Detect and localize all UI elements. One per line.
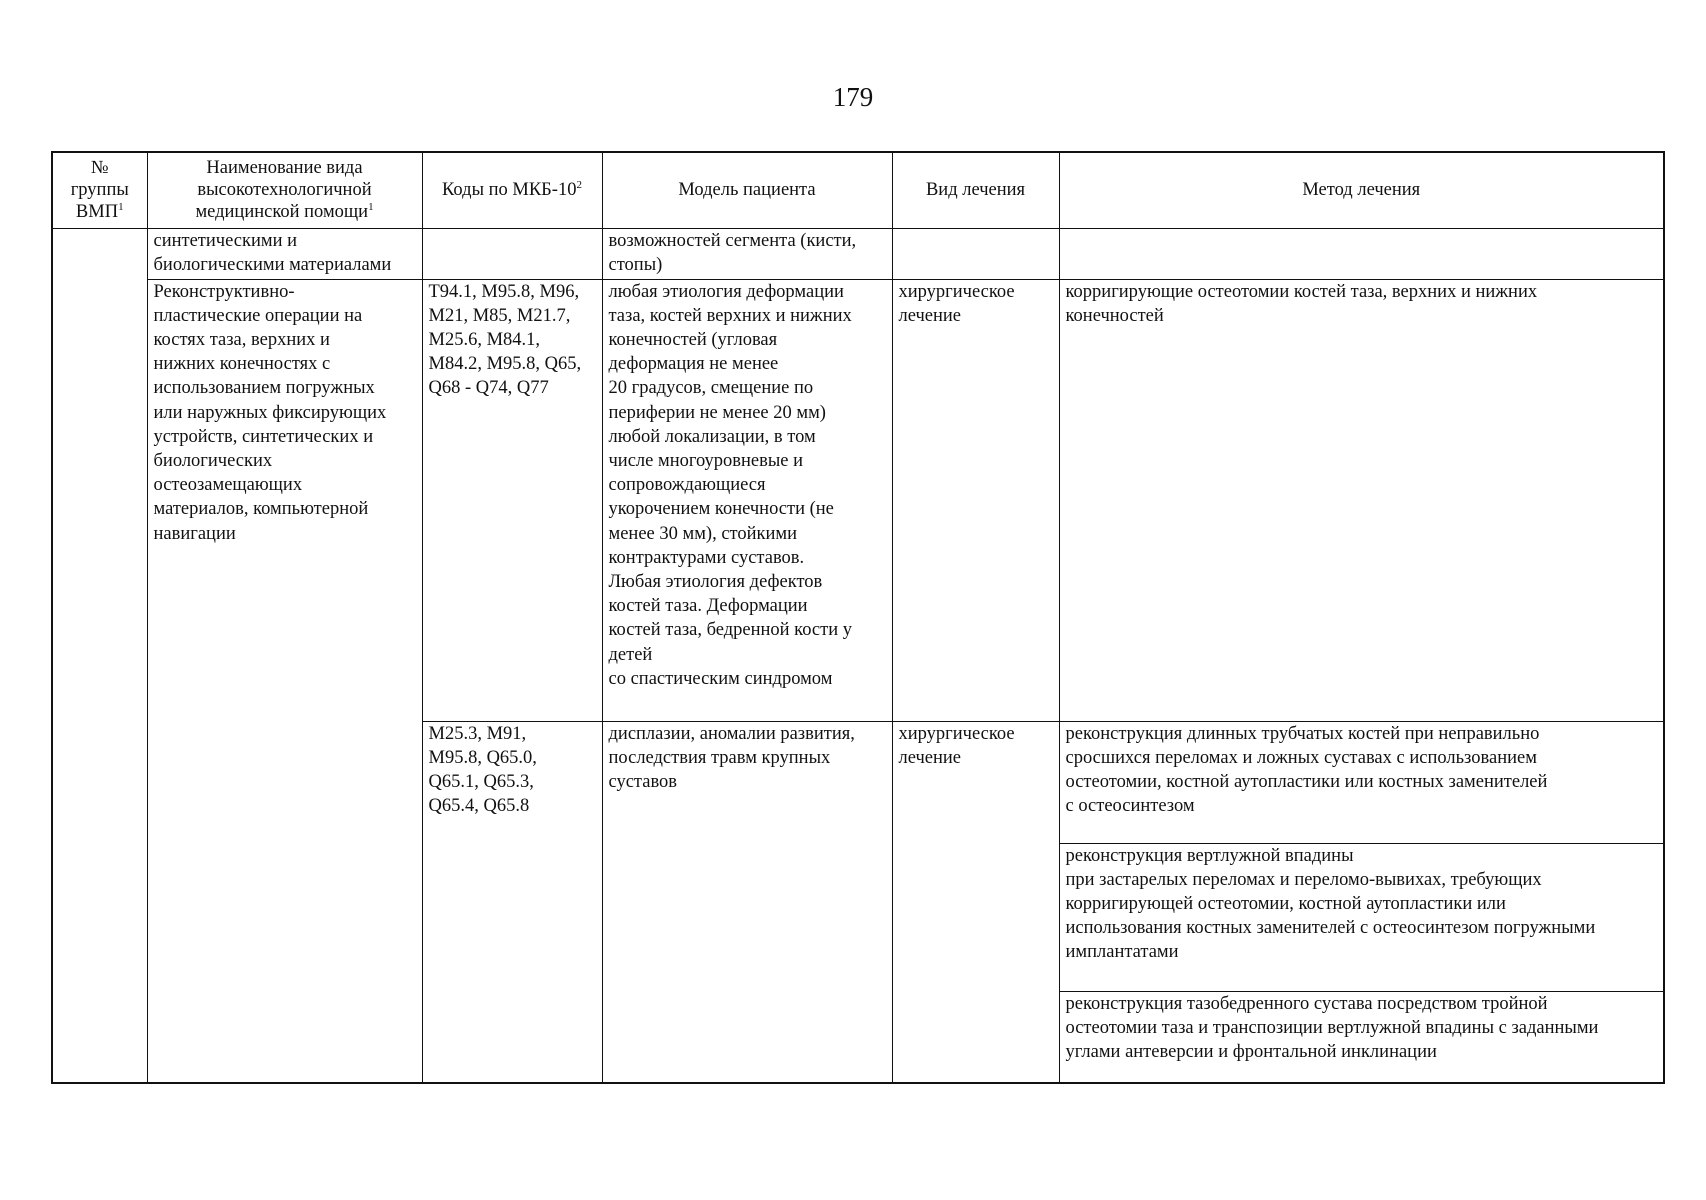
section-name-cell: Реконструктивно- пластические операции на костях таза, верхних и нижних конечностях с использованием погружных или наружных фиксирующих устройств, синтетических и биологических остеозамещающих материалов, компьютерной навигации [147, 279, 422, 1083]
page-number: 179 [832, 82, 874, 112]
row2-model-cell: дисплазии, аномалии развития, последствия травм крупных суставов [602, 721, 892, 1083]
row2-treatment-cell: хирургическое лечение [892, 721, 1059, 1083]
vmp-table [51, 151, 1665, 1084]
row2-method-cell-3: реконструкция тазобедренного сустава посредством тройной остеотомии таза и транспозиции вертлужной впадины с заданными углами антеверсии и фронтальной инклинации [1059, 991, 1664, 1083]
continuation-treatment-cell [892, 228, 1059, 279]
header-group-number: № группы ВМП$^1$ [52, 152, 147, 228]
header-patient-model: Модель пациента [602, 152, 892, 228]
header-icd-codes: Коды по МКБ-$10^2$ [422, 152, 602, 228]
header-treatment-type: Вид лечения [892, 152, 1059, 228]
row1-treatment-cell: хирургическое лечение [892, 279, 1059, 721]
row1-method-cell: корригирующие остеотомии костей таза, верхних и нижних конечностей [1059, 279, 1664, 721]
continuation-name-cell: синтетическими и биологическими материалами [147, 228, 422, 279]
row1-model-cell: любая этиология деформации таза, костей верхних и нижних конечностей (угловая деформация не менее 20 градусов, смещение по периферии не менее 20 мм) любой локализации, в том числе многоуровневые и сопровождающиеся укорочением конечности (не менее 30 мм), стойкими контрактурами суставов. Любая этиология дефектов костей таза. Деформации костей таза, бедренной кости у детей со спастическим синдромом [602, 279, 892, 721]
row1-codes-cell: T94.1, M95.8, M96, M21, M85, M21.7, M25.6, M84.1, M84.2, M95.8, Q65, Q68 - Q74, Q77 [422, 279, 602, 721]
header-care-type-name: Наименование вида высокотехнологичной медицинской помощи$^1$ [147, 152, 422, 228]
row2-codes-cell: M25.3, M91, M95.8, Q65.0, Q65.1, Q65.3, Q65.4, Q65.8 [422, 721, 602, 1083]
continuation-model-cell: возможностей сегмента (кисти, стопы) [602, 228, 892, 279]
continuation-row [52, 228, 1664, 279]
row2-method-cell-1: реконструкция длинных трубчатых костей при неправильно сросшихся переломах и ложных суставах с использованием остеотомии, костной аутопластики или костных заменителей с остеосинтезом [1059, 721, 1664, 843]
group-number-cell [52, 228, 147, 1083]
row2-method-cell-2: реконструкция вертлужной впадины при застарелых переломах и переломо-вывихах, требующих корригирующей остеотомии, костной аутопластики или использования костных заменителей с остеосинтезом погружными имплантатами [1059, 843, 1664, 991]
continuation-codes-cell [422, 228, 602, 279]
continuation-method-cell [1059, 228, 1664, 279]
table-header-row [52, 152, 1664, 228]
table-row [52, 279, 1664, 721]
header-treatment-method: Метод лечения [1059, 152, 1664, 228]
